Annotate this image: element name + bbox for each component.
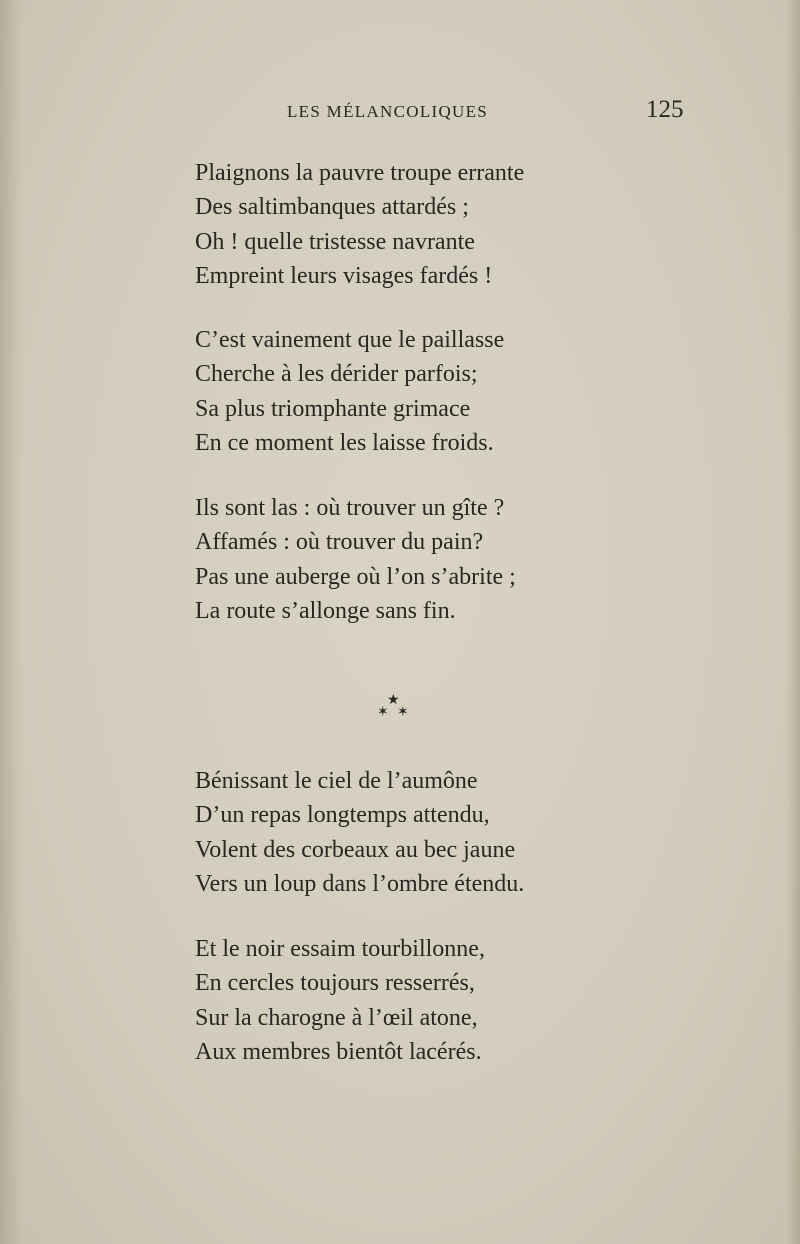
stanza-4 <box>195 764 755 901</box>
stanza-3 <box>195 491 755 628</box>
verse-line: Volent des corbeaux au bec jaune <box>195 836 516 863</box>
verse-line: Et le noir essaim tourbillonne, <box>195 936 485 962</box>
verse-line: Oh ! quelle tristesse navrante <box>195 228 475 255</box>
page-left-shadow <box>0 0 22 1244</box>
stanza-2 <box>195 323 755 460</box>
verse-line: Cherche à les dérider parfois; <box>195 361 478 388</box>
verse-line: Des saltimbanques attardés ; <box>195 194 469 221</box>
verse-line: Affamés : où trouver du pain? <box>195 529 484 556</box>
verse-line: Sur la charogne à l’œil atone, <box>195 1004 478 1031</box>
star-icon: ✶ <box>397 704 409 720</box>
star-icon: ✶ <box>377 704 389 720</box>
verse-line: La route s’allonge sans fin. <box>195 597 456 624</box>
star-icon: ★ <box>387 692 400 708</box>
verse-line: D’un repas longtemps attendu, <box>195 802 490 829</box>
verse-line: Bénissant le ciel de l’aumône <box>195 768 478 794</box>
verse-line: Sa plus triomphante grimace <box>195 395 471 422</box>
asterism-separator <box>373 693 413 727</box>
running-title: LES MÉLANCOLIQUES <box>287 102 489 121</box>
verse-line: C’est vainement que le paillasse <box>195 327 505 353</box>
page-number: 125 <box>646 96 684 123</box>
verse-line: Vers un loup dans l’ombre étendu. <box>195 870 525 897</box>
verse-line: Plaignons la pauvre troupe errante <box>195 160 525 186</box>
verse-line: Aux membres bientôt lacérés. <box>195 1038 482 1065</box>
verse-line: Pas une auberge où l’on s’abrite ; <box>195 563 516 590</box>
verse-line: Ils sont las : où trouver un gîte ? <box>195 495 505 521</box>
page-right-shadow <box>786 0 800 1244</box>
stanza-5 <box>195 932 755 1069</box>
verse-line: Empreint leurs visages fardés ! <box>195 262 493 289</box>
stanza-1 <box>195 156 755 293</box>
verse-line: En cercles toujours resserrés, <box>195 970 475 997</box>
verse-line: En ce moment les laisse froids. <box>195 429 494 456</box>
